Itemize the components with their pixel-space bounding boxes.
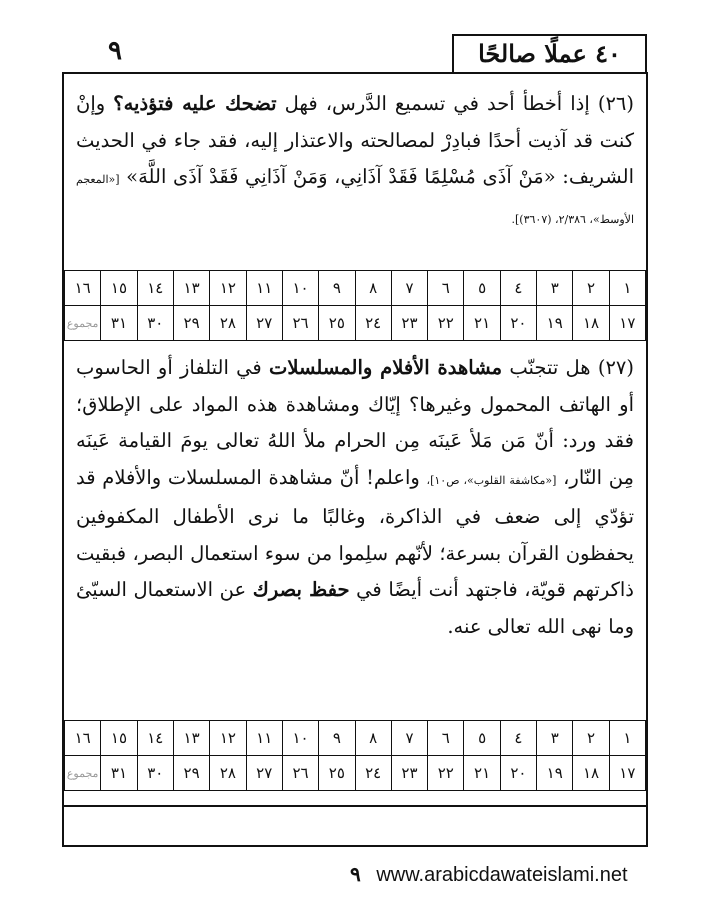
grid-27-row-1: [65, 721, 646, 756]
grid-cell[interactable]: ١٤: [137, 721, 173, 756]
grid-cell[interactable]: ٢٢: [428, 756, 464, 791]
grid-cell[interactable]: ٧: [391, 271, 427, 306]
grid-cell[interactable]: ٧: [391, 721, 427, 756]
grid-cell[interactable]: ٩: [319, 721, 355, 756]
page-number-bottom: ٩: [350, 862, 361, 886]
grid-cell[interactable]: ١٢: [210, 721, 246, 756]
grid-cell[interactable]: ٣٠: [137, 306, 173, 341]
question-26: [64, 86, 646, 238]
question-27-text-b: في التلفاز أو الحاسوب أو الهاتف المحمول وغيرها؟ إيّاك ومشاهدة هذه المواد على الإطلاق؛ فقد ورد: أنّ مَن مَلأ عَينَه مِن الحرام ملأ اللهُ تعالى يومَ القيامة عَينَه مِن النّار،: [76, 356, 634, 489]
grid-cell[interactable]: ٢: [573, 271, 609, 306]
question-27-text-c: واعلم! أنّ مشاهدة المسلسلات والأفلام قد تؤدّي إلى ضعف في الذاكرة، وغالبًا ما نرى الأطفال المكفوفين يحفظون القرآن بسرعة؛ لأنّهم سلِموا من سوء استعمال البصر، فبقيت ذاكرتهم قويّة، فاجتهد أنت أيضًا في: [76, 465, 634, 601]
question-27-highlight-2: حفظ بصرك: [252, 578, 350, 601]
question-26-highlight: تضحك عليه فتؤذيه؟: [113, 92, 277, 115]
grid-cell[interactable]: ١٠: [282, 271, 318, 306]
question-27-text-a: هل تتجنّب: [509, 356, 591, 379]
tracking-grid-26: [64, 270, 646, 341]
question-27-highlight: مشاهدة الأفلام والمسلسلات: [269, 356, 503, 379]
grid-26-row-2: [65, 306, 646, 341]
grid-cell[interactable]: ١٦: [65, 721, 101, 756]
grid-cell[interactable]: ٢٥: [319, 756, 355, 791]
grid-cell[interactable]: ١٩: [537, 756, 573, 791]
question-26-citation: [«المعجم الأوسط»، ٢/٣٨٦، (٣٦٠٧)].: [76, 173, 634, 226]
grid-cell[interactable]: ٢٣: [391, 306, 427, 341]
content-frame: [62, 72, 648, 847]
website-link[interactable]: www.arabicdawateislami.net: [376, 864, 628, 886]
grid-cell[interactable]: ٢٥: [319, 306, 355, 341]
grid-cell[interactable]: ٢٩: [173, 756, 209, 791]
grid-cell[interactable]: ١٤: [137, 271, 173, 306]
grid-cell[interactable]: ٢٦: [282, 756, 318, 791]
grid-26-row-1: [65, 271, 646, 306]
grid-cell[interactable]: ٨: [355, 721, 391, 756]
grid-cell[interactable]: ١٥: [101, 271, 137, 306]
grid-total-label[interactable]: مجموع: [65, 306, 101, 341]
grid-cell[interactable]: ٢٢: [428, 306, 464, 341]
grid-cell[interactable]: ١١: [246, 271, 282, 306]
grid-cell[interactable]: ٣١: [101, 756, 137, 791]
grid-cell[interactable]: ١: [609, 271, 645, 306]
grid-cell[interactable]: ١٧: [609, 756, 645, 791]
grid-cell[interactable]: ٩: [319, 271, 355, 306]
grid-cell[interactable]: ٢٤: [355, 306, 391, 341]
question-27: [64, 350, 646, 645]
page-footer: [350, 862, 628, 887]
bottom-divider: [64, 805, 646, 807]
grid-cell[interactable]: ٣١: [101, 306, 137, 341]
grid-cell[interactable]: ٢١: [464, 306, 500, 341]
grid-cell[interactable]: ٨: [355, 271, 391, 306]
book-title: ٤٠ عملًا صالحًا: [452, 34, 647, 72]
grid-cell[interactable]: ١٨: [573, 306, 609, 341]
grid-cell[interactable]: ١٣: [173, 271, 209, 306]
grid-cell[interactable]: ٦: [428, 721, 464, 756]
grid-cell[interactable]: ٢١: [464, 756, 500, 791]
grid-cell[interactable]: ١٨: [573, 756, 609, 791]
grid-cell[interactable]: ١٧: [609, 306, 645, 341]
grid-cell[interactable]: ٢٩: [173, 306, 209, 341]
grid-cell[interactable]: ٢٠: [500, 306, 536, 341]
grid-cell[interactable]: ٣٠: [137, 756, 173, 791]
grid-cell[interactable]: ٢٧: [246, 306, 282, 341]
grid-cell[interactable]: ١: [609, 721, 645, 756]
grid-cell[interactable]: ٢٦: [282, 306, 318, 341]
grid-cell[interactable]: ١٩: [537, 306, 573, 341]
grid-cell[interactable]: ٣: [537, 721, 573, 756]
grid-cell[interactable]: ٢٨: [210, 306, 246, 341]
grid-cell[interactable]: ٦: [428, 271, 464, 306]
grid-total-label[interactable]: مجموع: [65, 756, 101, 791]
grid-cell[interactable]: ١٠: [282, 721, 318, 756]
question-27-citation: [«مكاشفة القلوب»، ص١٠]،: [426, 473, 557, 487]
grid-cell[interactable]: ٢٣: [391, 756, 427, 791]
grid-cell[interactable]: ٥: [464, 721, 500, 756]
grid-cell[interactable]: ١٦: [65, 271, 101, 306]
grid-cell[interactable]: ١٥: [101, 721, 137, 756]
question-27-text-d: عن الاستعمال السيّئ وما نهى الله تعالى عنه.: [76, 578, 634, 638]
grid-cell[interactable]: ٣: [537, 271, 573, 306]
page-number-top: ٩: [108, 36, 122, 66]
grid-cell[interactable]: ١١: [246, 721, 282, 756]
grid-cell[interactable]: ١٣: [173, 721, 209, 756]
grid-cell[interactable]: ٢٠: [500, 756, 536, 791]
grid-27-row-2: [65, 756, 646, 791]
grid-cell[interactable]: ٤: [500, 721, 536, 756]
grid-cell[interactable]: ٢٤: [355, 756, 391, 791]
grid-cell[interactable]: ٥: [464, 271, 500, 306]
question-26-text-a: إذا أخطأ أحد في تسميع الدَّرس، فهل: [284, 92, 590, 115]
grid-cell[interactable]: ٢: [573, 721, 609, 756]
grid-cell[interactable]: ٢٨: [210, 756, 246, 791]
grid-cell[interactable]: ٢٧: [246, 756, 282, 791]
grid-cell[interactable]: ٤: [500, 271, 536, 306]
tracking-grid-27: [64, 720, 646, 791]
question-26-number: (٢٦): [597, 92, 635, 115]
question-26-text-b: وإنْ كنت قد آذيت أحدًا فبادِرْ لمصالحته والاعتذار إليه، فقد جاء في الحديث الشريف: «مَنْ آذَى مُسْلِمًا فَقَدْ آذَانِي، وَمَنْ آذَانِي فَقَدْ آذَى اللَّهَ»: [76, 92, 634, 188]
question-27-number: (٢٧): [597, 356, 635, 379]
grid-cell[interactable]: ١٢: [210, 271, 246, 306]
